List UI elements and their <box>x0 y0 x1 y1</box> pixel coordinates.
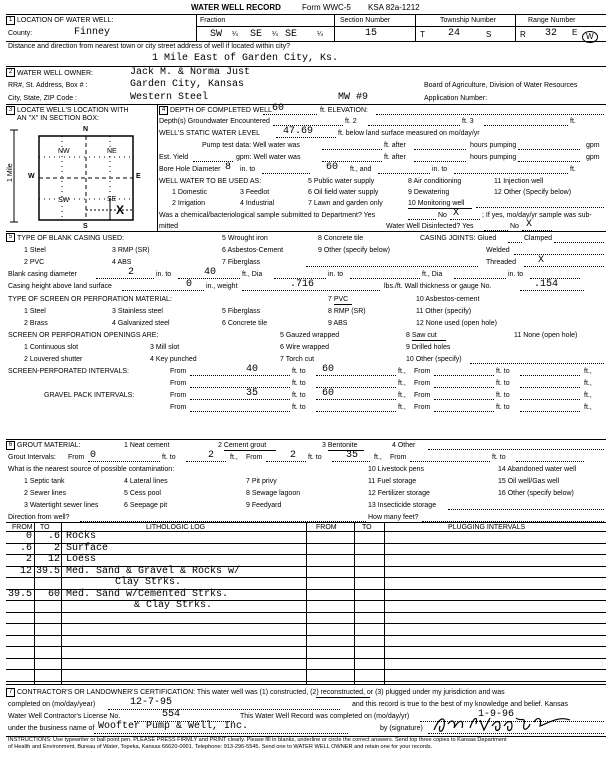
contam-4: 4 Lateral lines <box>124 478 168 485</box>
gauge-value: .154 <box>534 279 559 290</box>
from-label: From <box>170 392 187 399</box>
casing-height-value: 0 <box>186 279 193 290</box>
contam-16: 16 Other (specify below) <box>498 490 574 497</box>
east-label: E <box>136 173 141 180</box>
plug-header-from: FROM <box>316 524 337 531</box>
contam-7: 7 Pit privy <box>246 478 277 485</box>
log-row-line <box>6 577 606 578</box>
use-12: 12 Other (Specify below) <box>494 189 572 196</box>
casing-8: 8 Concrete tile <box>318 235 364 242</box>
grout-material-label: GROUT MATERIAL: <box>17 442 81 449</box>
log-description-cell: Med. Sand w/Cemented Strks. <box>66 588 229 600</box>
casing-type-label: TYPE OF BLANK CASING USED: <box>17 235 124 242</box>
contam-8: 8 Sewage lagoon <box>246 490 301 497</box>
ft-to: ft. to <box>496 392 510 399</box>
from-label: From <box>414 380 431 387</box>
mitted-label: mitted <box>159 223 179 230</box>
ft-end: ft. <box>570 166 576 173</box>
section-number: 3 <box>6 106 15 115</box>
mile-label: 1 Mile <box>7 163 14 182</box>
casing-2-selected: 2 PVC <box>24 259 45 266</box>
range-r: R <box>520 30 526 39</box>
grout-3-selected: 3 Bentonite <box>322 442 358 449</box>
log-row-line <box>6 612 606 613</box>
disinfected-x: X <box>526 219 533 230</box>
from-label: From <box>414 404 431 411</box>
contam-10: 10 Livestock pens <box>368 466 425 473</box>
screen-2: 2 Brass <box>24 320 48 327</box>
section-number: 5 <box>6 233 15 242</box>
city-label: City, State, ZIP Code : <box>8 95 77 102</box>
business-label: under the business name of <box>8 725 95 732</box>
completed-label: completed on (mo/day/year) <box>8 701 96 708</box>
blank-diameter-to: 40 <box>204 267 217 278</box>
range-label: Range Number <box>528 17 576 24</box>
threaded-x: X <box>538 255 545 266</box>
ft-to: ft. to <box>292 368 306 375</box>
perf-intervals-label: SCREEN-PERFORATED INTERVALS: <box>8 368 129 375</box>
openings-label: SCREEN OR PERFORATION OPENINGS ARE: <box>8 332 159 339</box>
ft-to: ft. to <box>496 380 510 387</box>
from-label: From <box>246 454 263 461</box>
address-value: Garden City, Kansas <box>130 79 245 90</box>
from-label: From <box>170 404 187 411</box>
ft-to: ft. to <box>292 392 306 399</box>
township-s: S <box>486 30 492 39</box>
log-to-cell: 12 <box>47 554 60 565</box>
use-2: 2 Irrigation <box>172 200 206 207</box>
sw-label: SW <box>58 197 70 204</box>
perf-to-value: 60 <box>322 364 335 375</box>
static-label: WELL'S STATIC WATER LEVEL <box>159 130 261 137</box>
section-number-label: Section Number <box>340 17 391 24</box>
opening-6: 6 Wire wrapped <box>280 344 330 351</box>
section-number: 4 <box>159 106 168 115</box>
grout-to-2: 35 <box>346 450 359 461</box>
gw-ft3: ft. <box>570 118 576 125</box>
gpm-label: gpm <box>586 154 600 161</box>
use-label: WELL WATER TO BE USED AS: <box>159 178 262 185</box>
hours-pumping: hours pumping <box>470 154 517 161</box>
ft-dia: ft., Dia <box>422 271 443 278</box>
contam-6: 6 Seepage pit <box>124 502 168 509</box>
from-label: From <box>170 380 187 387</box>
use-3: 3 Feedlot <box>240 189 270 196</box>
ft: ft., <box>584 404 592 411</box>
casing-joints-label: CASING JOINTS: Glued <box>420 235 497 242</box>
grout-to-1: 2 <box>208 450 215 461</box>
hours-pumping: hours pumping <box>470 142 517 149</box>
log-to-cell: .6 <box>47 531 60 542</box>
record-true-text: and this record is true to the best of my knowledge and belief. Kansas <box>352 701 568 708</box>
locate-label: LOCATE WELL'S LOCATION WITH <box>17 107 129 114</box>
groundwater-label: Depth(s) Groundwater Encountered <box>159 118 270 125</box>
se-label: SE <box>107 196 117 203</box>
from-label: From <box>414 392 431 399</box>
grout-4: 4 Other <box>392 442 416 449</box>
use-6: 6 Oil field water supply <box>308 189 379 196</box>
blank-diameter-label: Blank casing diameter <box>8 271 77 278</box>
in-to-2: in. to <box>432 166 448 173</box>
signature-image <box>430 709 580 736</box>
contam-3: 3 Watertight sewer lines <box>24 502 99 509</box>
township-value: 24 <box>448 28 461 39</box>
ft-to: ft. to <box>292 404 306 411</box>
opening-8-selected: 8 Saw cut <box>406 332 437 339</box>
ft: ft., <box>584 368 592 375</box>
bore-label: Bore Hole Diameter <box>159 166 221 173</box>
in-to: in. to <box>508 271 524 278</box>
log-header-lithologic: LITHOLOGIC LOG <box>146 524 206 531</box>
in-to: in. to <box>328 271 344 278</box>
ft: ft., <box>374 454 382 461</box>
screen-12: 12 None used (open hole) <box>416 320 497 327</box>
signature-label: by (signature) <box>380 725 423 732</box>
casing-7: 7 Fiberglass <box>222 259 261 266</box>
plug-header-intervals: PLUGGING INTERVALS <box>448 524 526 531</box>
log-row-line <box>6 635 606 636</box>
bore-value: 8 <box>225 162 232 173</box>
location-label: LOCATION OF WATER WELL: <box>17 17 114 24</box>
direction-label: Direction from well? <box>8 514 70 521</box>
gw-ft1: ft. 2 <box>345 118 357 125</box>
log-row-line <box>6 681 606 682</box>
screen-10: 10 Asbestos-cement <box>416 296 480 303</box>
opening-2: 2 Louvered shutter <box>24 356 83 363</box>
use-7: 7 Lawn and garden only <box>308 200 383 207</box>
quarter-symbol: ¼ <box>232 31 238 38</box>
fraction-q3: SE <box>285 29 298 40</box>
log-row-line <box>6 646 606 647</box>
screen-11: 11 Other (specify) <box>416 308 472 315</box>
log-from-cell: 39.5 <box>7 588 32 600</box>
perf-from-value: 40 <box>246 364 259 375</box>
ft-to: ft. to <box>496 404 510 411</box>
west-label: W <box>28 173 35 180</box>
county-label: County: <box>8 30 33 37</box>
log-header-to: TO <box>40 524 50 531</box>
distance-value: 1 Mile East of Garden City, Ks. <box>152 53 339 64</box>
log-row-line <box>6 600 606 601</box>
chem-tail: ; If yes, mo/day/yr sample was sub- <box>482 212 592 219</box>
plug-header-to: TO <box>362 524 372 531</box>
screen-1: 1 Steel <box>24 308 46 315</box>
opening-4: 4 Key punched <box>150 356 197 363</box>
opening-10: 10 Other (specify) <box>406 356 462 363</box>
fraction-q2: SE <box>250 29 263 40</box>
ft-after: ft. after <box>384 154 406 161</box>
contam-1: 1 Septic tank <box>24 478 65 485</box>
north-label: N <box>83 126 89 133</box>
log-header-from: FROM <box>12 524 33 531</box>
casing-6: 6 Asbestos-Cement <box>222 247 284 254</box>
ne-label: NE <box>107 148 117 155</box>
blank-diameter-value: 2 <box>128 267 135 278</box>
quarter-symbol: ¼ <box>272 31 278 38</box>
ft: ft., <box>398 392 406 399</box>
opening-5: 5 Gauzed wrapped <box>280 332 340 339</box>
locate-label-2: AN "X" IN SECTION BOX: <box>17 115 99 122</box>
opening-3: 3 Mill slot <box>150 344 180 351</box>
in-to: in. to <box>240 166 256 173</box>
in-to: in. to <box>156 271 172 278</box>
screen-4: 4 Galvanized steel <box>112 320 170 327</box>
form-title: WATER WELL RECORD <box>191 3 281 12</box>
range-value: 32 <box>545 28 558 39</box>
ft-to: ft. to <box>292 380 306 387</box>
township-t: T <box>420 30 425 39</box>
contam-2: 2 Sewer lines <box>24 490 67 497</box>
how-many-feet-label: How many feet? <box>368 514 419 521</box>
screen-9: 9 ABS <box>328 320 348 327</box>
use-1: 1 Domestic <box>172 189 208 196</box>
contam-5: 5 Cess pool <box>124 490 161 497</box>
use-9: 9 Dewatering <box>408 189 450 196</box>
contam-15: 15 Oil well/Gas well <box>498 478 560 485</box>
business-value: Woofter Pump & Well, Inc. <box>98 721 249 732</box>
range-w-circled: W <box>582 31 598 43</box>
license-label: Water Well Contractor's License No. <box>8 713 121 720</box>
gravel-to-value: 60 <box>322 388 335 399</box>
screen-8: 8 RMP (SR) <box>328 308 366 315</box>
screen-7-selected: 7 PVC <box>328 296 349 303</box>
log-description-cell: Loess <box>66 554 97 565</box>
disinfected-no: No <box>510 223 519 230</box>
screen-type-label: TYPE OF SCREEN OR PERFORATION MATERIAL: <box>8 296 172 303</box>
south-label: S <box>83 223 88 230</box>
township-label: Township Number <box>440 17 497 24</box>
county-value: Finney <box>74 27 111 38</box>
section-number: 7 <box>6 688 15 697</box>
log-from-cell: 12 <box>19 565 32 577</box>
range-e: E <box>572 28 578 37</box>
chem-no-x: X <box>453 208 460 219</box>
threaded-label: Threaded <box>486 259 516 266</box>
weight-value: .716 <box>290 279 315 290</box>
log-row-line <box>6 669 606 670</box>
ft-and: ft., and <box>350 166 372 173</box>
owner-value: Jack M. & Norma Just <box>130 67 251 78</box>
gpm-well: gpm: Well water was <box>236 154 301 161</box>
casing-9: 9 Other (specify below) <box>318 247 390 254</box>
log-description-cell: Clay Strks. <box>115 577 182 588</box>
static-tail: ft. below land surface measured on mo/day/yr <box>338 130 480 137</box>
license-value: 554 <box>162 709 181 720</box>
owner-label: WATER WELL OWNER: <box>17 70 93 77</box>
casing-3: 3 RMP (SR) <box>112 247 150 254</box>
log-from-cell: .6 <box>19 542 32 554</box>
nw-label: NW <box>58 148 70 155</box>
gw-ft2: ft. 3 <box>462 118 474 125</box>
log-to-cell: 39.5 <box>35 565 60 577</box>
elevation-label: ft. ELEVATION: <box>320 107 368 114</box>
clamped-label: Clamped <box>524 235 553 242</box>
ft-to: ft. to <box>496 368 510 375</box>
casing-5: 5 Wrought iron <box>222 235 268 242</box>
instructions-line-2: of Health and Environment, Bureau of Water, Topeka, Kansas 66620-0001. Telephone: 913-296-5545. Send one to WATER WELL OWNER and retain one for your records. <box>8 744 433 750</box>
log-from-cell: 2 <box>25 554 32 565</box>
from-label: From <box>390 454 407 461</box>
from-label: From <box>414 368 431 375</box>
contam-11: 11 Fuel storage <box>368 478 417 485</box>
log-description-cell: Rocks <box>66 531 97 542</box>
from-label: From <box>68 454 85 461</box>
distance-label: Distance and direction from nearest town or city street address of well if located within city? <box>8 43 291 50</box>
opening-1: 1 Continuous slot <box>24 344 79 351</box>
gravel-from-value: 35 <box>246 388 259 399</box>
est-yield: Est. Yield <box>159 154 189 161</box>
use-4: 4 Industrial <box>240 200 275 207</box>
grout-from-2: 2 <box>290 450 297 461</box>
ft-dia: ft., Dia <box>242 271 263 278</box>
use-11: 11 Injection well <box>494 178 544 185</box>
contam-9: 9 Feedyard <box>246 502 282 509</box>
use-5: 5 Public water supply <box>308 178 375 185</box>
grout-1: 1 Neat cement <box>124 442 170 449</box>
ft: ft., <box>584 392 592 399</box>
pump-test-label: Pump test data: Well water was <box>202 142 300 149</box>
ft: ft., <box>398 404 406 411</box>
address-label: RR#, St. Address, Box # : <box>8 82 88 89</box>
ft: ft., <box>398 380 406 387</box>
wall-thickness-label: lbs./ft. Wall thickness or gauge No. <box>384 283 492 290</box>
gravel-pack-label: GRAVEL PACK INTERVALS: <box>44 392 135 399</box>
ft: ft., <box>230 454 238 461</box>
grout-intervals-label: Grout Intervals: <box>8 454 56 461</box>
ft-to: ft. to <box>162 454 176 461</box>
in-weight: in., weight <box>206 283 238 290</box>
screen-3: 3 Stainless steel <box>112 308 163 315</box>
casing-1: 1 Steel <box>24 247 46 254</box>
ft: ft., <box>398 368 406 375</box>
welded-label: Welded <box>486 247 510 254</box>
chem-no: No <box>438 212 447 219</box>
instructions-line-1: INSTRUCTIONS: Use typewriter or ball point pen. PLEASE PRESS FIRMLY and PRINT clearly. Please fill in blanks, underline or circle the correct answers. Send top three copies to Kansas Department <box>8 737 507 743</box>
ft-to: ft. to <box>492 454 506 461</box>
ft-after: ft. after <box>384 142 406 149</box>
log-description-cell: Surface <box>66 542 109 554</box>
ft: ft., <box>584 380 592 387</box>
record-completed-label: This Water Well Record was completed on (mo/day/yr) <box>240 713 410 720</box>
location-mark: X <box>116 203 125 217</box>
depth-value: 60 <box>272 103 285 114</box>
contam-12: 12 Fertilizer storage <box>368 490 430 497</box>
opening-9: 9 Drilled holes <box>406 344 451 351</box>
section-number: 2 <box>6 68 15 77</box>
use-10-selected: 10 Monitoring well <box>408 200 465 207</box>
screen-6: 6 Concrete tile <box>222 320 268 327</box>
contam-14: 14 Abandoned water well <box>498 466 577 473</box>
bore-to-value: 60 <box>326 162 339 173</box>
gpm-label: gpm <box>586 142 600 149</box>
screen-5: 5 Fiberglass <box>222 308 261 315</box>
fraction-q1: SW <box>210 29 223 40</box>
ksa-ref: KSA 82a-1212 <box>368 3 420 12</box>
casing-height-label: Casing height above land surface <box>8 283 112 290</box>
log-row-line <box>6 623 606 624</box>
grout-2-selected: 2 Cement grout <box>218 442 267 449</box>
contamination-label: What is the nearest source of possible contamination: <box>8 466 175 473</box>
record-date-value: 1-9-96 <box>478 709 515 720</box>
section-value: 15 <box>365 28 378 39</box>
ft-to: ft. to <box>308 454 322 461</box>
log-row-line <box>6 658 606 659</box>
contam-13: 13 Insecticide storage <box>368 502 437 509</box>
opening-7: 7 Torch cut <box>280 356 315 363</box>
mw-number: MW #9 <box>338 92 369 103</box>
section-number: 1 <box>6 16 15 25</box>
log-to-cell: 60 <box>47 588 60 600</box>
use-8: 8 Air conditioning <box>408 178 462 185</box>
quarter-symbol: ¼ <box>317 31 323 38</box>
chem-sample-label: Was a chemical/bacteriological sample submitted to Department? Yes <box>159 212 376 219</box>
grout-from-1: 0 <box>90 450 97 461</box>
from-label: From <box>170 368 187 375</box>
application-label: Application Number: <box>424 95 488 102</box>
fraction-label: Fraction <box>200 17 226 24</box>
section-number: 6 <box>6 441 15 450</box>
board-label: Board of Agriculture, Division of Water Resources <box>424 82 578 89</box>
completed-value: 12-7-95 <box>130 697 173 708</box>
depth-label: DEPTH OF COMPLETED WELL <box>170 107 272 114</box>
form-number: Form WWC-5 <box>302 3 351 12</box>
city-value: Western Steel <box>130 92 209 103</box>
log-description-cell: Med. Sand & Gravel & Rocks w/ <box>66 565 241 577</box>
disinfected-label: Water Well Disinfected? Yes <box>386 223 474 230</box>
log-from-cell: 0 <box>25 531 32 542</box>
casing-4: 4 ABS <box>112 259 132 266</box>
certification-text: CONTRACTOR'S OR LANDOWNER'S CERTIFICATION: This water well was (1) constructed, (2) reconstructed, or (3) plugged under my jurisdiction and was <box>17 689 505 696</box>
log-to-cell: 2 <box>53 542 60 554</box>
static-value: 47.69 <box>283 126 314 137</box>
opening-11: 11 None (open hole) <box>514 332 578 339</box>
log-description-cell: & Clay Strks. <box>134 600 213 611</box>
